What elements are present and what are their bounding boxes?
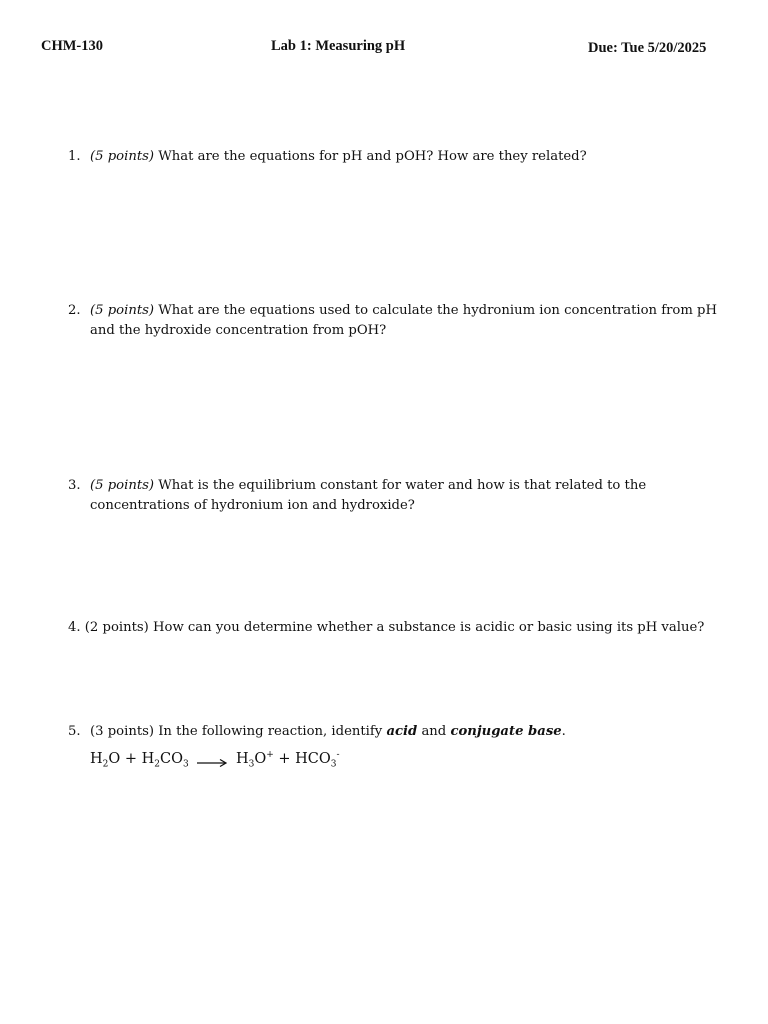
question-1	[68, 147, 728, 167]
question-points: (5 points)	[90, 303, 155, 318]
question-number: 3.	[68, 478, 81, 493]
header-course: CHM-130	[41, 38, 104, 54]
question-text: What are the equations for pH and pOH? How are they related?	[154, 149, 587, 164]
question-number: 1.	[68, 149, 81, 164]
question-number: 5.	[68, 724, 81, 739]
question-points: (5 points)	[90, 478, 155, 493]
question-number: 2.	[68, 303, 81, 318]
question-2	[68, 301, 728, 341]
question-5: 5. (3 points) In the following reaction, identify acid and conjugate base.	[68, 722, 728, 742]
question-3	[68, 476, 728, 516]
question-text: 4. (2 points) How can you determine whether a substance is acidic or basic using its pH value?	[68, 620, 705, 635]
reaction-arrow-icon	[197, 755, 227, 763]
question-text: What are the equations used to calculate the hydronium ion concentration from pH and the hydroxide concentration from pOH?	[90, 303, 717, 338]
emphasis-acid: acid	[386, 724, 418, 739]
question-points: (5 points)	[90, 149, 155, 164]
header-due-date: Due: Tue 5/20/2025	[588, 40, 707, 56]
question-4	[68, 618, 728, 638]
question-text: What is the equilibrium constant for water and how is that related to the concentrations of hydronium ion and hydroxide?	[90, 478, 647, 513]
header-title: Lab 1: Measuring pH	[271, 38, 406, 54]
question-text: (3 points) In the following reaction, identify	[90, 724, 387, 739]
reaction-equation: $H_2O + H_2CO_3$ $H_3O^+ + HCO_3^-$	[90, 750, 340, 770]
emphasis-conjugate-base: conjugate base	[450, 724, 562, 739]
